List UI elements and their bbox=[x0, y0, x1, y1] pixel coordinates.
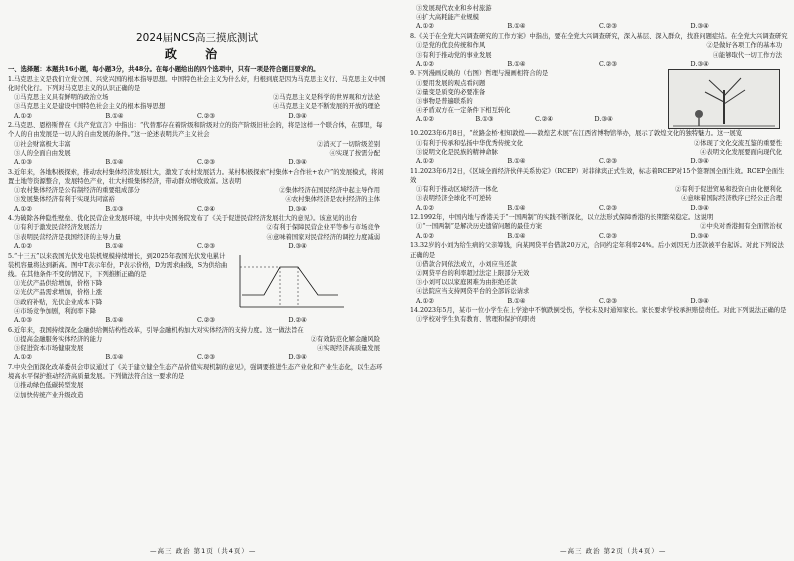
figure-head bbox=[695, 110, 703, 118]
question-14: 14.2023年5月，某市一位小学生在上学途中不慎跌倒受伤，学校未及时通知家长。家长要求学校承担赔偿责任。对此下列说法正确的是 bbox=[410, 307, 787, 315]
question-5: 5.“十三五”以来我国光伏发电装机规模持续增长，到2025年我国光伏发电累计装机容量将达到新高。图中T表示年份，P表示价格，D为需求曲线，S为供给曲线。在其他条件不变的情况下，下列推断正确的是 bbox=[8, 252, 228, 278]
q2-answers: A.①③ B.①④ C.②③ D.③④ bbox=[14, 159, 307, 167]
q1-options-b: ③马克思主义是建设中国特色社会主义的根本指导思想 ④马克思主义是不断发展的开放的理论 bbox=[14, 103, 380, 111]
q5-option-4: ④市场竞争加剧，利润率下降 bbox=[14, 307, 96, 315]
instructions: 一、选择题：本题共16小题，每小题3分，共48分。在每小题给出的四个选项中，只有一项是符合题目要求的。 bbox=[8, 66, 320, 73]
page-footer-left: —高三 政治 第1页（共4页）— bbox=[150, 547, 257, 555]
q6-answers: A.①② B.①④ C.②③ D.③④ bbox=[14, 354, 307, 362]
q13-option-1: ①借款合同依法成立，小刘应当还款 bbox=[416, 260, 517, 268]
q5-option-1: ①光伏产品供给增加，价格下降 bbox=[14, 280, 103, 288]
question-9: 9.下列漫画反映的（右图）哲理与漫画相符合的是 bbox=[410, 70, 549, 78]
q12-answers: A.①② B.①④ C.②③ D.③④ bbox=[416, 232, 709, 240]
q7-option-4: ④扩大高耗能产业规模 bbox=[416, 14, 479, 22]
q10-options-b: ③说明文化是民族的精神命脉 ④表明文化发展要面向现代化 bbox=[416, 148, 782, 156]
question-4: 4.为破除各种隐性壁垒、优化民营企业发展环境，中共中央国务院发布了《关于促进民营经济发展壮大的意见》。该意见的出台 bbox=[8, 215, 358, 223]
q13-option-3: ③小刘可以以家庭困难为由拒绝还款 bbox=[416, 279, 517, 287]
q8-options-b: ③有利于推动党的事业发展 ④能够取代一切工作方法 bbox=[416, 51, 782, 59]
q3-answers: A.①② B.①③ C.②④ D.③④ bbox=[14, 205, 307, 213]
q4-options-b: ③表明民营经济是我国经济的主导力量 ④意味着国家对民营经济的调控力度减弱 bbox=[14, 233, 380, 241]
question-5-block bbox=[8, 251, 386, 316]
q8-answers: A.①② B.①④ C.②③ D.③④ bbox=[416, 60, 709, 68]
q4-answers: A.①② B.①④ C.②③ D.③④ bbox=[14, 242, 307, 250]
q4-options-a: ①有利于激发民营经济发展活力 ②有利于保障民营企业平等参与市场竞争 bbox=[14, 224, 380, 232]
q6-options-a: ①提高金融服务实体经济的能力 ②有效防范化解金融风险 bbox=[14, 335, 380, 343]
q9-answers: A.①② B.①③ C.②④ D.③④ bbox=[416, 116, 613, 124]
q3-options-a: ①农村集体经济是公有制经济的重要组成部分 ②集体经济在国民经济中起主导作用 bbox=[14, 187, 380, 195]
q9-option-3: ③事物是普遍联系的 bbox=[416, 98, 473, 106]
question-3: 3.近年来，各地积极探索，推动农村集体经济发展壮大，激发了农村发展活力。某村积极探索“村集体+合作社+农户”的发展模式，将闲置土地等资源整合，发展特色产业，壮大村级集体经济，带动群众增收致富。这表明 bbox=[8, 168, 384, 185]
q11-options-a: ①有利于推动区域经济一体化 ②有利于促进贸易和投资自由化便利化 bbox=[416, 186, 782, 194]
right-column bbox=[410, 4, 788, 325]
q10-options-a: ①有利于传承和弘扬中华优秀传统文化 ②体现了文化交流互鉴的重要性 bbox=[416, 139, 782, 147]
q5-supply-demand-figure bbox=[228, 251, 348, 313]
q1-answers: A.①② B.①④ C.②③ D.③④ bbox=[14, 112, 307, 120]
question-7: 7.中央全面深化改革委员会审议通过了《关于建立健全生态产品价值实现机制的意见》，强调要推进生态产业化和产业生态化，以生态环境高水平保护推动经济高质量发展。下列做法符合这一要求的是 bbox=[8, 364, 383, 381]
q9-cartoon-image bbox=[668, 69, 780, 129]
q9-option-2: ②量变是质变的必要准备 bbox=[416, 88, 486, 96]
question-13: 13.32岁的小刘为给生病的父亲筹钱，向某网贷平台借款20万元，合同约定年利率24%。后小刘因无力还款被平台起诉。对此下列说法正确的是 bbox=[410, 242, 784, 259]
q13-option-2: ②网贷平台的利率超过法定上限部分无效 bbox=[416, 269, 530, 277]
q6-options-b: ③促进资本市场健康发展 ④实现经济高质量发展 bbox=[14, 345, 380, 353]
question-10: 10.2023年6月8日，“丝路金桥·相知敦煌——敦煌艺术展”在江西省博物馆举办，展示了敦煌文化的独特魅力。这一展览 bbox=[410, 130, 743, 138]
q5-option-3: ③政府补贴，光伏企业成本下降 bbox=[14, 298, 103, 306]
q2-options-b: ③人的全面自由发展 ④实现了按需分配 bbox=[14, 149, 380, 157]
q5-option-2: ②光伏产品需求增加，价格上涨 bbox=[14, 289, 103, 297]
q7-option-1: ①推动绿色低碳转型发展 bbox=[14, 382, 84, 390]
question-8: 8.《关于在全党大兴调查研究的工作方案》中指出，要在全党大兴调查研究，深入基层、深入群众，找准问题症结。在全党大兴调查研究 bbox=[410, 33, 788, 41]
q1-options-a: ①马克思主义具有鲜明的政治立场 ②马克思主义是科学的世界观和方法论 bbox=[14, 94, 380, 102]
question-1: 1.马克思主义是我们立党立国、兴党兴国的根本指导思想。中国特色社会主义为什么好，归根到底是因为马克思主义行、马克思主义中国化时代化行。下列对马克思主义的认识正确的是 bbox=[8, 75, 386, 92]
price-curve bbox=[242, 267, 338, 295]
question-11: 11.2023年6月2日，《区域全面经济伙伴关系协定》（RCEP）对菲律宾正式生效，标志着RCEP对15个签署国全面生效。RCEP全面生效 bbox=[410, 167, 785, 184]
q7-answers: A.①② B.①④ C.②③ D.③④ bbox=[416, 23, 709, 31]
q14-option-1: ①学校对学生负有教育、管理和保护的职责 bbox=[416, 316, 536, 324]
question-9-block bbox=[410, 69, 788, 129]
q9-option-4: ④矛盾双方在一定条件下相互转化 bbox=[416, 107, 511, 115]
q11-answers: A.①② B.①④ C.②③ D.③④ bbox=[416, 204, 709, 212]
q7-option-2: ②加快传统产业升级改造 bbox=[14, 391, 84, 399]
q12-options: ①“一国两制”是解决历史遗留问题的最佳方案 ②中央对香港拥有全面管治权 bbox=[416, 223, 782, 231]
q2-options-a: ①社会财富极大丰富 ②消灭了一切阶级差别 bbox=[14, 140, 380, 148]
exam-title: 2024届NCS高三摸底测试 bbox=[135, 32, 259, 44]
question-6: 6.近年来，我国持续深化金融供给侧结构性改革，引导金融机构加大对实体经济的支持力度。这一做法旨在 bbox=[8, 326, 304, 334]
q13-answers: A.①② B.①④ C.②③ D.③④ bbox=[416, 297, 709, 305]
q10-answers: A.①② B.①④ C.②③ D.③④ bbox=[416, 158, 709, 166]
question-2: 2.马克思、恩格斯曾在《共产党宣言》中指出：“代替那存在着阶级和阶级对立的资产阶级旧社会的，将是这样一个联合体，在那里，每个人的自由发展是一切人的自由发展的条件。”这一论述表明共产主义社会 bbox=[8, 122, 383, 139]
exam-subject: 政 治 bbox=[164, 47, 230, 61]
q9-option-1: ①要用发展的观点看问题 bbox=[416, 79, 486, 87]
q5-answers: A.①③ B.①④ C.②③ D.②④ bbox=[14, 316, 307, 324]
q8-options-a: ①是党的优良传统和作风 ②是做好各项工作的基本功 bbox=[416, 42, 782, 50]
q13-option-4: ④法院应当支持网贷平台的全部诉讼请求 bbox=[416, 288, 530, 296]
q3-options-b: ③发展集体经济有利于实现共同富裕 ④农村集体经济是农村经济的主体 bbox=[14, 196, 380, 204]
page-footer-right: —高三 政治 第2页（共4页）— bbox=[560, 547, 667, 555]
q11-options-b: ③表明经济全球化不可逆转 ④意味着国际经济秩序已经公正合理 bbox=[416, 195, 782, 203]
question-12: 12.1992年，中国内地与香港关于“一国两制”的实践不断深化，以立法形式保障香港的长期繁荣稳定。这说明 bbox=[410, 214, 714, 222]
left-column bbox=[8, 4, 386, 400]
q7-option-3: ③发展现代农业和乡村旅游 bbox=[416, 5, 492, 12]
